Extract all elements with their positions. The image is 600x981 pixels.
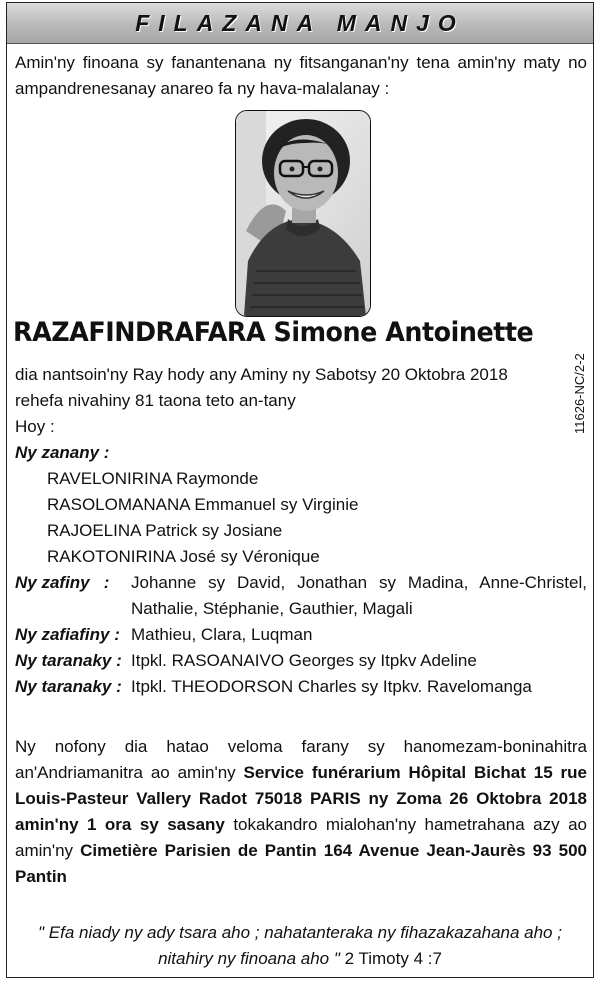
zanany-item: RAJOELINA Patrick sy Josiane: [47, 521, 283, 540]
deceased-name: RAZAFINDRAFARA Simone Antoinette: [13, 317, 534, 348]
taranaky-label: Ny taranaky :: [15, 677, 122, 696]
reference-code: 11626-NC/2-2: [572, 353, 587, 434]
portrait-image: [236, 111, 370, 316]
death-line-1: dia nantsoin'ny Ray hody any Aminy ny Sabotsy 20 Oktobra 2018: [15, 365, 508, 384]
funeral-text-2: tokakandro mialohan'ny hametrahana azy ao amin'ny: [15, 815, 587, 860]
notice-title: FILAZANA MANJO: [135, 9, 465, 36]
hoy-label: Hoy :: [15, 417, 55, 436]
zanany-label: Ny zanany :: [15, 443, 110, 462]
cemetery-address: Cimetière Parisien de Pantin 164 Avenue Jean-Jaurès 93 500 Pantin: [15, 841, 587, 886]
taranaky-names: Itpkl. RASOANAIVO Georges sy Itpkv Adeline: [131, 651, 477, 670]
death-line-2: rehefa nivahiny 81 taona teto an-tany: [15, 391, 296, 410]
zanany-item: RASOLOMANANA Emmanuel sy Virginie: [47, 495, 359, 514]
taranaky-row: [15, 648, 587, 674]
zafiafiny-row: [15, 622, 587, 648]
notice-body: [7, 44, 593, 977]
taranaky-names: Itpkl. THEODORSON Charles sy Itpkv. Ravelomanga: [131, 677, 532, 696]
quote-reference: 2 Timoty 4 :7: [339, 949, 442, 968]
taranaky-row: [15, 674, 587, 700]
quote-line-2: nitahiry ny finoana aho ": [158, 949, 340, 968]
funeral-paragraph: [15, 734, 587, 890]
taranaky-label: Ny taranaky :: [15, 651, 122, 670]
notice-header: [7, 3, 593, 44]
zafiafiny-names: Mathieu, Clara, Luqman: [131, 625, 313, 644]
quote-line-1: " Efa niady ny ady tsara aho ; nahatanteraka ny fihazakazahana aho ;: [38, 923, 562, 942]
zafiny-label: Ny zafiny :: [15, 573, 110, 592]
funeral-text-1: Ny nofony dia hatao veloma farany sy hanomezam-boninahitra an'Andriamanitra ao amin'ny: [15, 737, 587, 782]
zafiny-line-2: Nathalie, Stéphanie, Gauthier, Magali: [131, 599, 413, 618]
death-announcement: [15, 362, 587, 700]
zafiny-row: [15, 570, 587, 596]
portrait-photo: [235, 110, 371, 317]
zafiafiny-label: Ny zafiafiny :: [15, 625, 120, 644]
notice-frame: [6, 2, 594, 978]
intro-text: Amin'ny finoana sy fanantenana ny fitsanganan'ny tena amin'ny maty no ampandrenesanay anareo fa ny hava-malalanay :: [15, 53, 587, 98]
bible-quote: [17, 920, 583, 972]
zanany-item: RAVELONIRINA Raymonde: [47, 469, 259, 488]
funeral-venue: Service funérarium Hôpital Bichat 15 rue Louis-Pasteur Vallery Radot 75018 PARIS ny Zoma 26 Oktobra 2018 amin'ny 1 ora sy sasany: [15, 763, 587, 834]
zafiny-line-1: Johanne sy David, Jonathan sy Madina, Anne-Christel,: [131, 573, 587, 592]
zanany-item: RAKOTONIRINA José sy Véronique: [47, 547, 320, 566]
